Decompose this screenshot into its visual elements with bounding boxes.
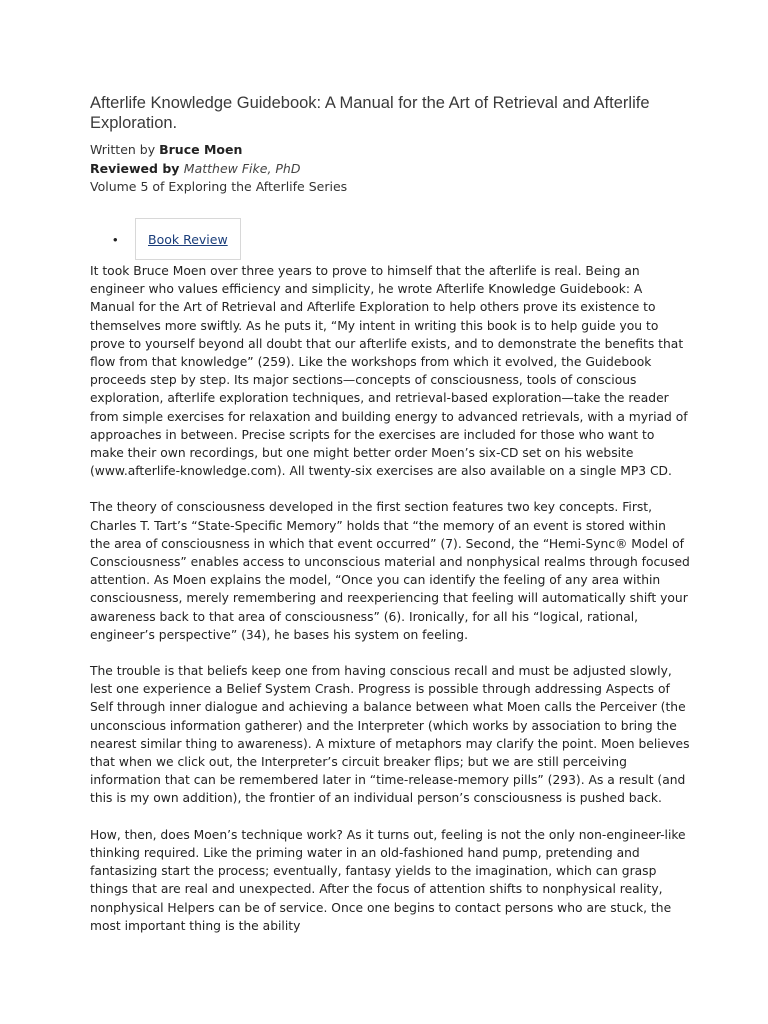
article-meta bbox=[90, 141, 347, 197]
author-line bbox=[90, 141, 347, 160]
written-by-label: Written by bbox=[90, 142, 160, 157]
paragraph: How, then, does Moen’s technique work? As it turns out, feeling is not the only non-engineer-like thinking required. Like the priming water in an old-fashioned hand pump, pretending and fantasizing start the process; eventually, fantasy yields to the imagination, which can grasp things that are real and unexpected. After the focus of attention shifts to nonphysical reality, nonphysical Helpers can be of service. Once one begins to contact persons who are stuck, the most important thing is the ability bbox=[90, 827, 686, 933]
paragraph: The theory of consciousness developed in the first section features two key concepts. First, Charles T. Tart’s “State-Specific Memory” holds that “the memory of an event is stored within the area of consciousness in which that event occurred” (7). Second, the “Hemi-Sync® Model of Consciousness” enables access to unconscious material and nonphysical realms through focused attention. As Moen explains the model, “Once you can identify the feeling of any area within consciousness, merely remembering and reexperiencing that feeling will automatically shift your awareness back to that area of consciousness” (6). Ironically, for all his “logical, rational, engineer’s perspective” (34), he bases his system on feeling. bbox=[90, 500, 690, 642]
book-review-tab[interactable]: Book Review bbox=[135, 218, 241, 260]
paragraph: It took Bruce Moen over three years to prove to himself that the afterlife is real. Being an engineer who values efficiency and simplicity, he wrote Afterlife Knowledge Guidebook: A Manual for the Art of Retrieval and Afterlife Exploration to help others prove its existence to themselves more swiftly. As he puts it, “My intent in writing this book is to help guide you to prove to yourself beyond all doubt that our afterlife exists, and to demonstrate the benefits that flow from that knowledge” (259). Like the workshops from which it evolved, the Guidebook proceeds step by step. Its major sections—concepts of consciousness, tools of conscious exploration, afterlife exploration techniques, and retrieval-based exploration—take the reader from simple exercises for relaxation and building energy to advanced retrievals, with a myriad of approaches in between. Precise scripts for the exercises are included for those who want to make their own recordings, but one might better order Moen’s six-CD set on his website (www.afterlife-knowledge.com). All twenty-six exercises are also available on a single MP3 CD. bbox=[90, 264, 688, 479]
reviewer-line bbox=[90, 160, 347, 179]
list-bullet: • bbox=[113, 231, 118, 247]
series-line: Volume 5 of Exploring the Afterlife Series bbox=[90, 179, 348, 194]
review-nav bbox=[113, 218, 241, 260]
paragraph: The trouble is that beliefs keep one from having conscious recall and must be adjusted slowly, lest one experience a Belief System Crash. Progress is possible through addressing Aspects of Self through inner dialogue and achieving a balance between what Moen calls the Perceiver (the unconscious information gatherer) and the Interpreter (which works by association to bring the nearest similar thing to awareness). A mixture of metaphors may clarify the point. Moen believes that when we click out, the Interpreter’s circuit breaker flips; but we are still perceiving information that can be remembered later in “time-release-memory pills” (293). As a result (and this is my own addition), the frontier of an individual person’s consciousness is pushed back. bbox=[90, 664, 690, 806]
article-title: Afterlife Knowledge Guidebook: A Manual for the Art of Retrieval and Afterlife Exploration. bbox=[90, 94, 650, 132]
review-body bbox=[90, 262, 690, 953]
reviewed-by-label: Reviewed by bbox=[90, 160, 184, 176]
reviewer-name: Matthew Fike, PhD bbox=[183, 160, 301, 176]
author-name: Bruce Moen bbox=[159, 142, 243, 157]
